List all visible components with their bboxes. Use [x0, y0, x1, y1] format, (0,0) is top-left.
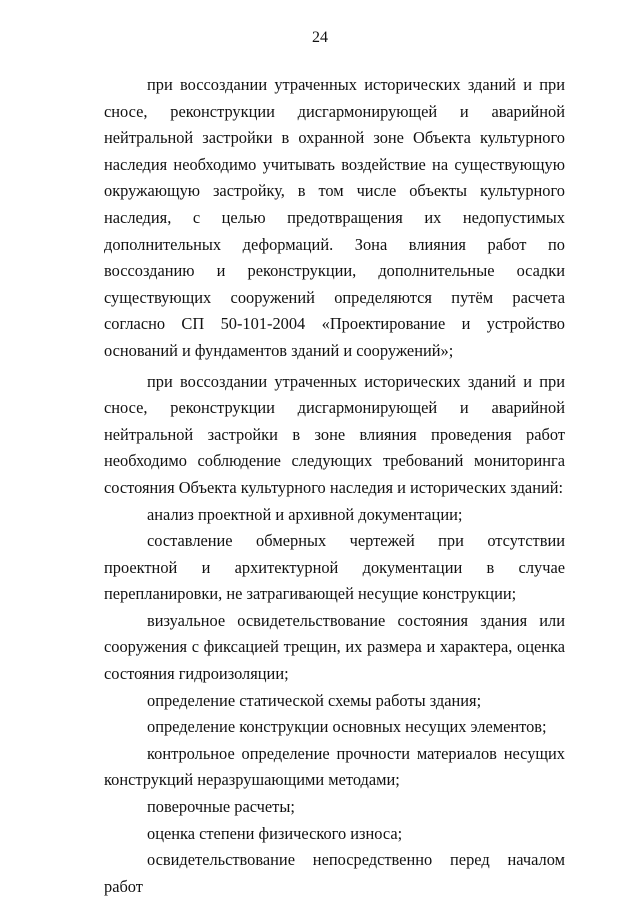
- list-item-verification-calculations: поверочные расчеты;: [147, 797, 295, 817]
- document-body: [104, 72, 565, 900]
- list-item-documentation-analysis: анализ проектной и архивной документации;: [147, 504, 463, 524]
- list-item-measurement-drawings: составление обмерных чертежей при отсутствии проектной и архитектурной документации в случае перепланировки, не затрагивающей несущие конструкции;: [104, 531, 565, 604]
- page-number: 24: [312, 29, 328, 46]
- list-item-visual-inspection: визуальное освидетельствование состояния здания или сооружения с фиксацией трещин, их размера и характера, оценка состояния гидроизоляции;: [104, 610, 565, 684]
- paragraph-monitoring-requirements: при воссоздании утраченных исторических зданий и при сносе, реконструкции дисгармонирующей и аварийной нейтральной застройки в зоне влияния проведения работ необходимо соблюдение следующих требований мониторинга состояния Объекта культурного наследия и исторических зданий:: [104, 371, 565, 497]
- list-item-static-scheme: определение статической схемы работы здания;: [147, 690, 482, 710]
- list-item-pre-work-inspection: освидетельствование непосредственно перед началом работ: [104, 850, 565, 896]
- list-item-physical-wear: оценка степени физического износа;: [147, 823, 403, 843]
- list-item-load-bearing-elements: определение конструкции основных несущих элементов;: [147, 717, 547, 737]
- paragraph-reconstruction-protection-zone: при воссоздании утраченных исторических зданий и при сносе, реконструкции дисгармонирующей и аварийной нейтральной застройки в охранной зоне Объекта культурного наследия необходимо учитывать воздействие на существующую окружающую застройку, в том числе объекты культурного наследия, с целью предотвращения их недопустимых дополнительных деформаций. Зона влияния работ по воссозданию и реконструкции, дополнительные осадки существующих сооружений определяются путём расчета согласно СП 50-101-2004 «Проектирование и устройство оснований и фундаментов зданий и сооружений»;: [104, 75, 565, 360]
- list-item-material-strength: контрольное определение прочности материалов несущих конструкций неразрушающими методами;: [104, 743, 565, 790]
